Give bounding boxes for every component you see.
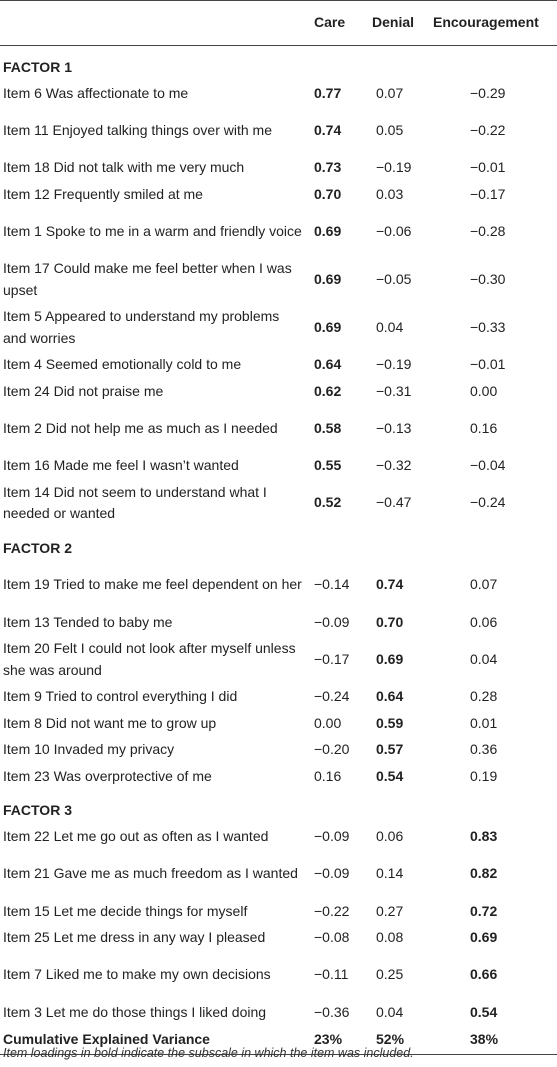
- factor-heading-row: [0, 527, 557, 561]
- care-loading: −0.09: [314, 865, 350, 882]
- encouragement-loading: −0.01: [470, 159, 506, 175]
- table-row: [0, 256, 557, 304]
- factor-heading: FACTOR 2: [3, 539, 72, 556]
- item-label: Item 19 Tried to make me feel dependent on her: [3, 576, 302, 593]
- table-row: [0, 107, 557, 155]
- care-loading: 0.69: [314, 318, 342, 335]
- encouragement-loading: 0.19: [470, 767, 498, 784]
- item-label: Item 14 Did not seem to understand what I needed or wanted: [3, 483, 267, 521]
- item-label: Item 20 Felt I could not look after myself unless she was around: [3, 640, 296, 678]
- table-row: [0, 684, 557, 711]
- encouragement-loading: 0.06: [470, 613, 498, 630]
- table-row: [0, 181, 557, 208]
- denial-loading: 0.07: [376, 84, 404, 101]
- denial-loading: −0.13: [376, 419, 412, 436]
- encouragement-loading: 0.69: [470, 929, 498, 945]
- care-loading: −0.22: [314, 902, 350, 919]
- table-row: [0, 352, 557, 379]
- denial-loading: 0.25: [376, 966, 404, 983]
- care-loading: 0.70: [314, 185, 342, 202]
- encouragement-loading: 0.04: [470, 650, 498, 667]
- denial-loading: 0.69: [376, 650, 404, 667]
- item-label: Item 5 Appeared to understand my problems and worries: [3, 308, 280, 346]
- denial-loading: 0.03: [376, 185, 404, 202]
- care-loading: 0.00: [314, 714, 342, 731]
- denial-loading: 0.04: [376, 318, 404, 335]
- denial-loading: 0.57: [376, 741, 404, 757]
- item-label: Item 18 Did not talk with me very much: [3, 159, 245, 175]
- denial-loading: −0.47: [376, 494, 412, 511]
- care-loading: −0.08: [314, 929, 350, 945]
- denial-loading: 0.05: [376, 121, 404, 138]
- table-row: [0, 999, 557, 1026]
- item-label: Item 7 Liked me to make my own decisions: [3, 966, 271, 983]
- denial-loading: 0.04: [376, 1003, 404, 1020]
- table-row: [0, 763, 557, 790]
- encouragement-loading: −0.04: [470, 457, 506, 473]
- factor-heading-row: [0, 790, 557, 824]
- care-loading: 0.74: [314, 121, 342, 138]
- denial-loading: −0.06: [376, 222, 412, 239]
- item-label: Item 3 Let me do those things I liked doing: [3, 1003, 267, 1020]
- encouragement-loading: −0.24: [470, 494, 506, 511]
- denial-loading: 0.08: [376, 929, 404, 945]
- denial-loading: −0.19: [376, 159, 412, 175]
- encouragement-loading: −0.17: [470, 185, 506, 202]
- table-row: [0, 737, 557, 764]
- item-label: Item 9 Tried to control everything I did: [3, 688, 238, 704]
- table-row: [0, 710, 557, 737]
- care-loading: −0.20: [314, 741, 350, 757]
- care-loading: 0.77: [314, 84, 342, 101]
- item-label: Item 16 Made me feel I wasn’t wanted: [3, 457, 239, 473]
- encouragement-loading: 0.66: [470, 966, 498, 983]
- care-loading: 0.69: [314, 270, 342, 287]
- cumulative-label: Cumulative Explained Variance: [3, 1030, 210, 1047]
- item-label: Item 21 Gave me as much freedom as I wanted: [3, 865, 298, 882]
- denial-loading: 0.64: [376, 688, 404, 704]
- encouragement-loading: 0.82: [470, 865, 498, 882]
- table-body: [0, 46, 557, 1055]
- encouragement-loading: 0.28: [470, 688, 498, 704]
- table-row: [0, 850, 557, 898]
- item-label: Item 22 Let me go out as often as I wanted: [3, 828, 269, 844]
- cumulative-denial: 52%: [376, 1030, 405, 1047]
- item-label: Item 23 Was overprotective of me: [3, 767, 212, 784]
- encouragement-loading: −0.29: [470, 84, 506, 101]
- care-loading: 0.62: [314, 382, 342, 399]
- item-label: Item 6 Was affectionate to me: [3, 84, 189, 101]
- item-label: Item 11 Enjoyed talking things over with me: [3, 121, 272, 138]
- care-loading: −0.36: [314, 1003, 350, 1020]
- factor-heading: FACTOR 3: [3, 802, 72, 818]
- item-label: Item 25 Let me dress in any way I pleased: [3, 929, 266, 945]
- table-footnote: Item loadings in bold indicate the subscale in which the item was included.: [3, 1046, 414, 1060]
- care-loading: 0.58: [314, 419, 342, 436]
- denial-loading: −0.05: [376, 270, 412, 287]
- encouragement-loading: 0.01: [470, 714, 498, 731]
- encouragement-loading: 0.54: [470, 1003, 498, 1020]
- table-row: [0, 208, 557, 256]
- care-loading: 0.52: [314, 494, 342, 511]
- encouragement-loading: −0.28: [470, 222, 506, 239]
- item-label: Item 10 Invaded my privacy: [3, 741, 175, 757]
- encouragement-loading: 0.72: [470, 902, 498, 919]
- denial-loading: −0.32: [376, 457, 412, 473]
- header-row: [0, 1, 557, 46]
- care-loading: −0.14: [314, 576, 350, 593]
- care-loading: −0.24: [314, 688, 350, 704]
- denial-loading: −0.31: [376, 382, 412, 399]
- encouragement-loading: −0.30: [470, 270, 506, 287]
- item-label: Item 24 Did not praise me: [3, 382, 164, 399]
- item-label: Item 15 Let me decide things for myself: [3, 902, 248, 919]
- table-row: [0, 453, 557, 480]
- item-label: Item 12 Frequently smiled at me: [3, 185, 203, 202]
- table-row: [0, 405, 557, 453]
- item-label: Item 17 Could make me feel better when I was upset: [3, 260, 292, 298]
- denial-loading: 0.54: [376, 767, 404, 784]
- item-label: Item 8 Did not want me to grow up: [3, 714, 217, 731]
- denial-loading: −0.19: [376, 356, 412, 372]
- header-care: Care: [314, 14, 346, 31]
- encouragement-loading: −0.33: [470, 318, 506, 335]
- care-loading: −0.11: [314, 966, 349, 983]
- table-row: [0, 824, 557, 851]
- table-row: [0, 561, 557, 609]
- table-row: [0, 304, 557, 352]
- table-row: [0, 636, 557, 684]
- table-row: [0, 925, 557, 952]
- denial-loading: 0.27: [376, 902, 404, 919]
- encouragement-loading: −0.22: [470, 121, 506, 138]
- denial-loading: 0.74: [376, 576, 404, 593]
- table-row: [0, 155, 557, 182]
- item-label: Item 1 Spoke to me in a warm and friendly voice: [3, 222, 302, 239]
- care-loading: −0.09: [314, 828, 350, 844]
- encouragement-loading: 0.83: [470, 828, 498, 844]
- encouragement-loading: 0.36: [470, 741, 498, 757]
- care-loading: −0.17: [314, 650, 350, 667]
- item-label: Item 2 Did not help me as much as I needed: [3, 419, 278, 436]
- care-loading: −0.09: [314, 613, 350, 630]
- factor-heading: FACTOR 1: [3, 58, 72, 75]
- factor-heading-row: [0, 46, 557, 81]
- care-loading: 0.69: [314, 222, 342, 239]
- table-row: [0, 80, 557, 107]
- cumulative-care: 23%: [314, 1030, 343, 1047]
- header-item: [0, 1, 304, 46]
- encouragement-loading: −0.01: [470, 356, 506, 372]
- encouragement-loading: 0.07: [470, 576, 498, 593]
- cumulative-encouragement: 38%: [470, 1030, 499, 1047]
- denial-loading: 0.59: [376, 714, 404, 731]
- denial-loading: 0.14: [376, 865, 404, 882]
- table-row: [0, 378, 557, 405]
- encouragement-loading: 0.16: [470, 419, 498, 436]
- table-row: [0, 898, 557, 925]
- denial-loading: 0.70: [376, 613, 404, 630]
- care-loading: 0.55: [314, 457, 342, 473]
- encouragement-loading: 0.00: [470, 382, 498, 399]
- care-loading: 0.64: [314, 356, 342, 372]
- item-label: Item 13 Tended to baby me: [3, 613, 173, 630]
- header-denial: Denial: [372, 14, 415, 31]
- header-encouragement: Encouragement: [433, 14, 539, 31]
- care-loading: 0.16: [314, 767, 342, 784]
- table-row: [0, 609, 557, 636]
- table-row: [0, 479, 557, 527]
- denial-loading: 0.06: [376, 828, 404, 844]
- item-label: Item 4 Seemed emotionally cold to me: [3, 356, 242, 372]
- table-row: [0, 951, 557, 999]
- care-loading: 0.73: [314, 159, 342, 175]
